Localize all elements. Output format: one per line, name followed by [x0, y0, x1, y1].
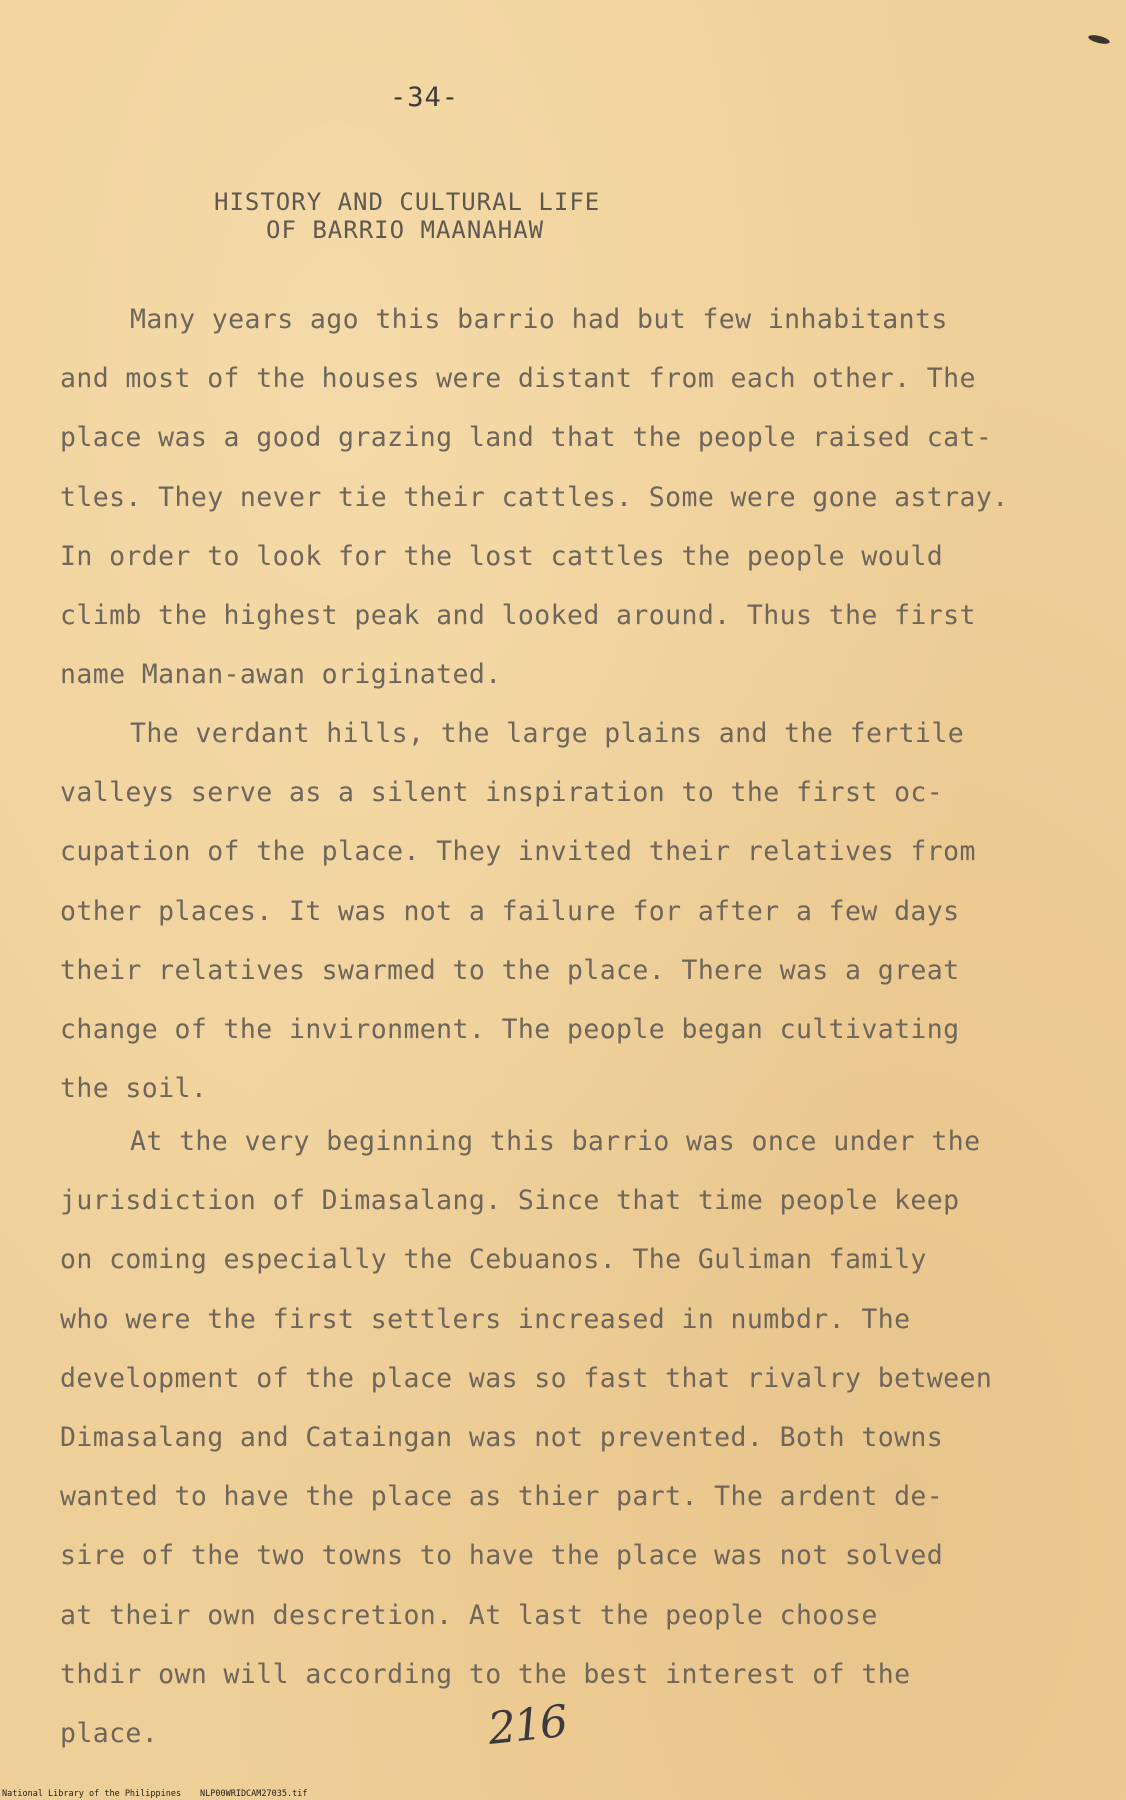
text-line: place. [60, 1717, 159, 1749]
document-title-line-1: HISTORY AND CULTURAL LIFE [214, 188, 601, 216]
text-line: on coming especially the Cebuanos. The Guliman family [60, 1244, 927, 1276]
text-line: change of the invironment. The people began cultivating [60, 1013, 960, 1045]
text-line: their relatives swarmed to the place. There was a great [60, 954, 960, 986]
footer-library-name: National Library of the Philippines [2, 1789, 182, 1799]
text-line: At the very beginning this barrio was once under the [130, 1126, 981, 1157]
text-line: tles. They never tie their cattles. Some were gone astray. [60, 481, 1009, 513]
text-line: sire of the two towns to have the place was not solved [60, 1540, 944, 1572]
text-line: and most of the houses were distant from each other. The [60, 363, 976, 395]
text-line: place was a good grazing land that the people raised cat- [60, 422, 993, 454]
text-line: The verdant hills, the large plains and the fertile [130, 718, 965, 749]
footer-file-id: NLP00WRIDCAM27035.tif [200, 1789, 308, 1799]
text-line: wanted to have the place as thier part. The ardent de- [60, 1481, 944, 1513]
paragraph-3 [60, 1112, 1090, 1763]
text-line: at their own descretion. At last the people choose [60, 1599, 878, 1631]
text-line: cupation of the place. They invited their relatives from [60, 836, 976, 868]
text-line: valleys serve as a silent inspiration to the first oc- [60, 777, 944, 809]
text-line: name Manan-awan originated. [60, 659, 502, 691]
text-line: thdir own will according to the best interest of the [60, 1658, 911, 1690]
handwritten-page-annotation: 216 [485, 1696, 569, 1755]
text-line: jurisdiction of Dimasalang. Since that time people keep [60, 1185, 960, 1217]
document-title-line-2: OF BARRIO MAANAHAW [266, 216, 545, 244]
paragraph-1 [60, 290, 1090, 704]
ink-smudge [1087, 33, 1110, 45]
paragraph-2 [60, 704, 1090, 1118]
text-line: who were the first settlers increased in numbdr. The [60, 1303, 911, 1335]
text-line: climb the highest peak and looked around. Thus the first [60, 599, 976, 631]
text-line: other places. It was not a failure for after a few days [60, 895, 960, 927]
scan-footer [0, 1789, 1126, 1800]
text-line: Many years ago this barrio had but few inhabitants [130, 304, 948, 335]
text-line: Dimasalang and Cataingan was not prevented. Both towns [60, 1421, 944, 1453]
text-line: development of the place was so fast that rivalry between [60, 1362, 993, 1394]
text-line: In order to look for the lost cattles the people would [60, 540, 944, 572]
page-number: -34- [390, 82, 460, 113]
text-line: the soil. [60, 1073, 208, 1105]
